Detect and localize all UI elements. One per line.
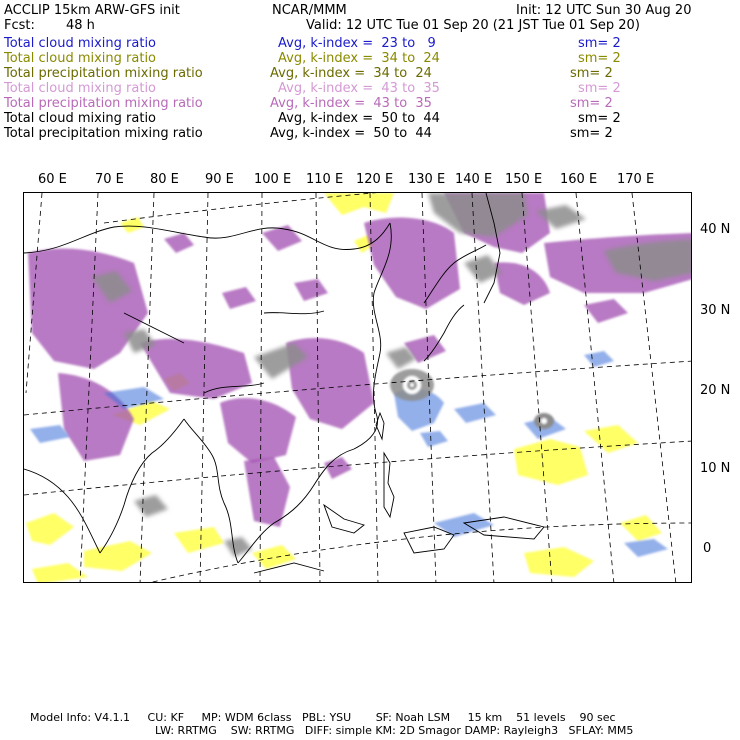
- legend-sm: sm= 2: [578, 81, 621, 96]
- model-info-line1: Model Info: V4.1.1 CU: KF MP: WDM 6class PBL: YSU SF: Noah LSM 15 km 51 levels 90 sec: [30, 711, 616, 724]
- legend-avg: Avg, k-index = 34 to 24: [278, 51, 440, 66]
- legend-field: Total cloud mixing ratio: [4, 81, 157, 96]
- legend-field: Total cloud mixing ratio: [4, 111, 157, 126]
- legend-avg: Avg, k-index = 43 to 35: [270, 96, 432, 111]
- lon-label: 100 E: [254, 172, 292, 187]
- lon-label: 160 E: [560, 172, 598, 187]
- lon-label: 80 E: [150, 172, 179, 187]
- legend-avg: Avg, k-index = 50 to 44: [278, 111, 440, 126]
- lat-label: 40 N: [700, 222, 731, 237]
- model-title: ACCLIP 15km ARW-GFS init: [4, 3, 180, 18]
- fcst-label: Fcst:: [4, 18, 35, 33]
- lon-label: 90 E: [205, 172, 234, 187]
- legend-avg: Avg, k-index = 43 to 35: [278, 81, 440, 96]
- storm-swirl: [534, 413, 554, 429]
- init-time: Init: 12 UTC Sun 30 Aug 20: [516, 3, 692, 18]
- legend-sm: sm= 2: [578, 111, 621, 126]
- legend-avg: Avg, k-index = 50 to 44: [270, 126, 432, 141]
- legend-avg: Avg, k-index = 23 to 9: [278, 36, 436, 51]
- forecast-map: [24, 193, 692, 583]
- lon-label: 70 E: [95, 172, 124, 187]
- legend-sm: sm= 2: [570, 96, 613, 111]
- legend-field: Total cloud mixing ratio: [4, 36, 157, 51]
- typhoon-swirl: [390, 369, 434, 401]
- center-name: NCAR/MMM: [272, 3, 347, 18]
- legend-field: Total precipitation mixing ratio: [4, 126, 203, 141]
- valid-time: Valid: 12 UTC Tue 01 Sep 20 (21 JST Tue 01 Sep 20): [306, 18, 640, 33]
- lon-label: 150 E: [505, 172, 543, 187]
- lat-label: 30 N: [700, 303, 731, 318]
- legend-sm: sm= 2: [578, 51, 621, 66]
- model-info-line2: LW: RRTMG SW: RRTMG DIFF: simple KM: 2D Smagor DAMP: Rayleigh3 SFLAY: MM5: [155, 724, 634, 737]
- legend-field: Total precipitation mixing ratio: [4, 96, 203, 111]
- legend-avg: Avg, k-index = 34 to 24: [270, 66, 432, 81]
- legend-sm: sm= 2: [570, 66, 613, 81]
- lat-label: 0: [703, 541, 712, 556]
- map-panel: [23, 192, 692, 583]
- legend-field: Total precipitation mixing ratio: [4, 66, 203, 81]
- lon-label: 130 E: [408, 172, 446, 187]
- lat-label: 10 N: [700, 461, 731, 476]
- legend-field: Total cloud mixing ratio: [4, 51, 157, 66]
- lon-label: 120 E: [356, 172, 394, 187]
- lat-label: 20 N: [700, 383, 731, 398]
- lon-label: 110 E: [306, 172, 344, 187]
- fcst-value: 48 h: [66, 18, 95, 33]
- legend-sm: sm= 2: [570, 126, 613, 141]
- lon-label: 170 E: [617, 172, 655, 187]
- lon-label: 140 E: [455, 172, 493, 187]
- lon-label: 60 E: [38, 172, 67, 187]
- legend-sm: sm= 2: [578, 36, 621, 51]
